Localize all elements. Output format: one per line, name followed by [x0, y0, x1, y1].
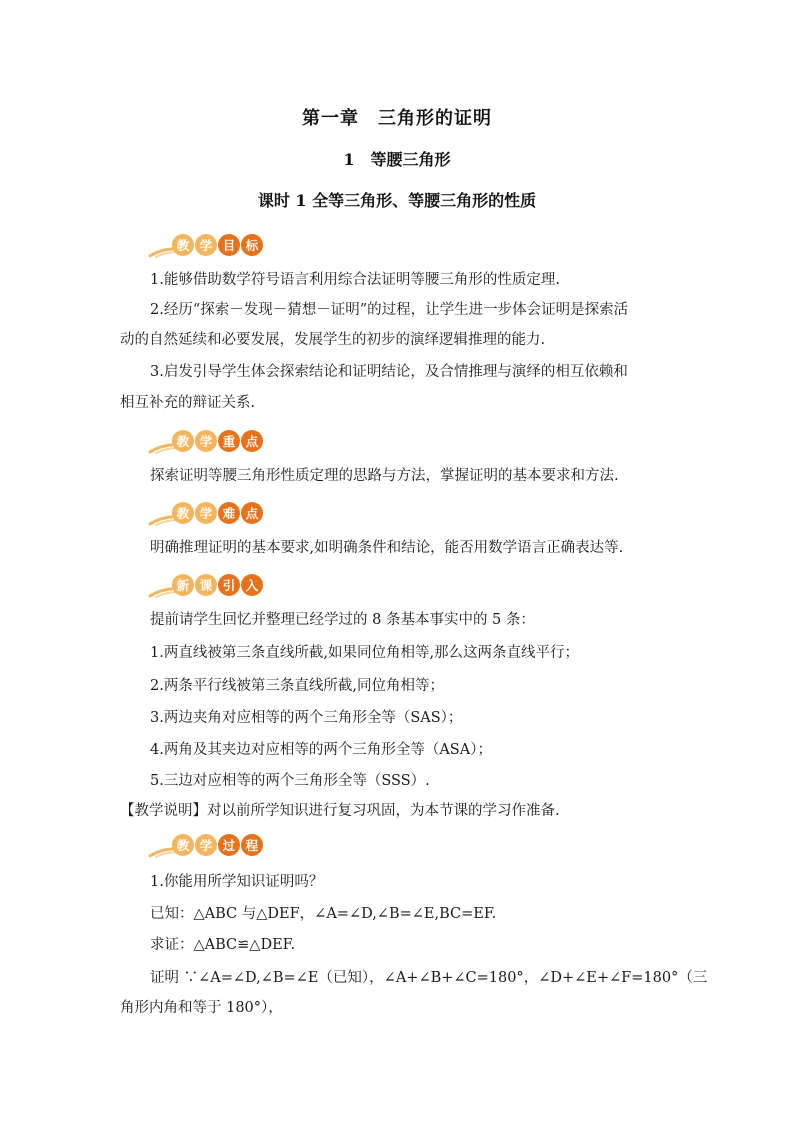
- badge-char: 难: [218, 502, 240, 524]
- process-badge: [148, 832, 268, 860]
- goal-line-3a: 3.启发引导学生体会探索结论和证明结论，及合情推理与演绎的相互依赖和: [150, 364, 628, 380]
- process-line-given: 已知：△ABC 与△DEF，∠A=∠D,∠B=∠E,BC=EF.: [150, 906, 497, 922]
- intro-line-1: 1.两直线被第三条直线所截,如果同位角相等,那么这两条直线平行；: [150, 645, 580, 661]
- badge-char: 目: [218, 234, 240, 256]
- lesson-title: 课时 1 全等三角形、等腰三角形的性质: [257, 191, 537, 210]
- process-line-prove: 求证：△ABC≌△DEF.: [150, 937, 296, 953]
- intro-line-3: 3.两边夹角对应相等的两个三角形全等（SAS）；: [150, 710, 463, 726]
- difficulty-line: 明确推理证明的基本要求,如明确条件和结论，能否用数学语言正确表达等.: [150, 540, 624, 556]
- badge-char: 教: [172, 234, 194, 256]
- badge-char: 教: [172, 834, 194, 856]
- badge-char: 引: [218, 574, 240, 596]
- badge-char: 新: [172, 574, 194, 596]
- intro-line-0: 提前请学生回忆并整理已经学过的 8 条基本事实中的 5 条：: [150, 612, 535, 628]
- badge-char: 过: [218, 834, 240, 856]
- badge-char: 标: [241, 234, 263, 256]
- goal-line-3b: 相互补充的辩证关系.: [120, 395, 256, 411]
- badge-char: 学: [195, 834, 217, 856]
- badge-char: 点: [241, 502, 263, 524]
- goal-line-2b: 动的自然延续和必要发展，发展学生的初步的演绎逻辑推理的能力.: [120, 332, 546, 348]
- intro-badge: [148, 572, 268, 600]
- badge-char: 教: [172, 502, 194, 524]
- goals-badge: [148, 232, 268, 260]
- badge-char: 学: [195, 430, 217, 452]
- difficulty-badge: [148, 500, 268, 528]
- intro-note: 【教学说明】对以前所学知识进行复习巩固，为本节课的学习作准备.: [120, 803, 560, 819]
- key-point-line: 探索证明等腰三角形性质定理的思路与方法，掌握证明的基本要求和方法.: [150, 468, 619, 484]
- section-title: 1 等腰三角形: [343, 150, 451, 169]
- badge-char: 重: [218, 430, 240, 452]
- badge-char: 学: [195, 502, 217, 524]
- badge-char: 学: [195, 234, 217, 256]
- badge-char: 课: [195, 574, 217, 596]
- goal-line-2a: 2.经历“探索－发现－猜想－证明”的过程，让学生进一步体会证明是探索活: [150, 302, 629, 318]
- intro-line-5: 5.三边对应相等的两个三角形全等（SSS）.: [150, 773, 430, 789]
- chapter-title: 第一章 三角形的证明: [302, 108, 492, 129]
- intro-line-4: 4.两角及其夹边对应相等的两个三角形全等（ASA）；: [150, 742, 492, 758]
- goal-line-1: 1.能够借助数学符号语言利用综合法证明等腰三角形的性质定理.: [150, 272, 560, 288]
- process-line-1: 1.你能用所学知识证明吗？: [150, 874, 324, 890]
- proof-line-1: 证明 ∵∠A=∠D,∠B=∠E（已知），∠A+∠B+∠C=180°，∠D+∠E+∠F=180°（三: [150, 970, 708, 986]
- badge-char: 教: [172, 430, 194, 452]
- badge-char: 入: [241, 574, 263, 596]
- key-points-badge: [148, 428, 268, 456]
- intro-line-2: 2.两条平行线被第三条直线所截,同位角相等；: [150, 678, 444, 694]
- proof-line-2: 角形内角和等于 180°），: [120, 1000, 283, 1016]
- badge-char: 点: [241, 430, 263, 452]
- badge-char: 程: [241, 834, 263, 856]
